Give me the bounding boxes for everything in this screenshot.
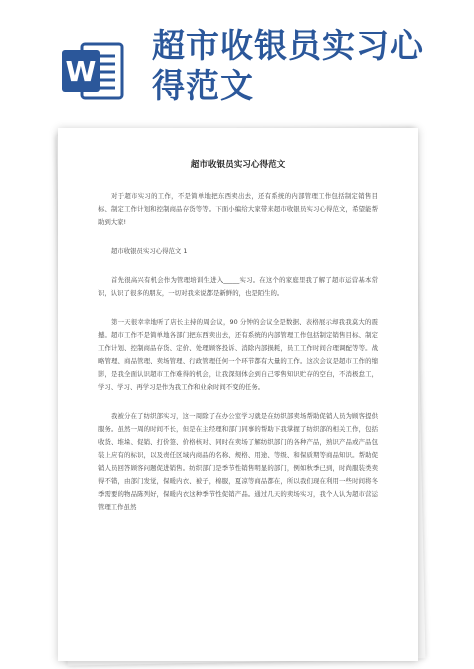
- document-paragraph: 第一天很幸幸地听了店长主持的周会议，90 分钟的会议全是数据、表格展示却我我莫大的震撼。超市工作不是简单地各部门把东西卖出去，还有系统的内部管理工作包括制定销售目标、制定工作计划、控制商品存货、定价、处理顾客投诉、消除内部损耗，员工工作时间合理调配等等。战略管理、商品管理、卖场管理、行政管理任何一个环节都有大量的工作。这次会议是超市工作的缩影，是我全面认识超市工作难得的机会，让我深刻体会到自己零售知识贮存的空白，不消极怠工，学习、学习、再学习是作为我工作和业余时间不变的任务。: [98, 318, 378, 391]
- document-paragraph: 首先很高兴有机会作为管理培训生进入_____实习。在这个的家庭里我了解了超市运营基本常识，认识了很多的朋友，一切对我来说都是新鲜的，也是陌生的。: [98, 276, 378, 297]
- document-title: 超市收银员实习心得范文: [190, 160, 286, 170]
- word-logo-letter: W: [65, 55, 97, 88]
- document-intro: 对于超市实习的工作，不是简单地把东西卖出去，还有系统的内部管理工作包括制定销售目标、制定工作计划和控制商品存货等等。下面小编给大家带来超市收银员实习心得范文，希望能帮助到大家!: [98, 192, 378, 226]
- document-subheading: 超市收银员实习心得范文 1: [111, 247, 188, 255]
- document-page: [58, 128, 418, 661]
- document-paragraph: 我被分在了纺织部实习，这一周除了在办公室学习就是在纺织部卖场帮助促销人员为顾客提供服务。虽然一周的时间不长，但是在主经理和部门同事的帮助下我掌握了纺织部的相关工作，包括收货、堆垛、促销、打价签、价格核对、同时在卖场了解纺织部门的各种产品，熟识产品或产品包装上应有的标识，以及责任区域内商品的名称、规格、用途、等级、和保质期等商品知识。帮助促销人员回答顾客问题促进销售。纺织部门是季节性销售明显的部门，例如秋季已到，时尚服装类卖得不错，由部门发觉，保暖内衣、被子，棉服，夏凉等商品都在，所以我们现在利用一些时间将冬季需要的物品陈列好，保暖内衣这种季节性促销产品。通过几天的卖场实习，我个人认为超市营运管理工作虽然: [98, 412, 378, 511]
- header-banner: [0, 0, 474, 125]
- page-title: 超市收银员实习心得范文: [152, 26, 424, 105]
- word-icon: [60, 38, 126, 104]
